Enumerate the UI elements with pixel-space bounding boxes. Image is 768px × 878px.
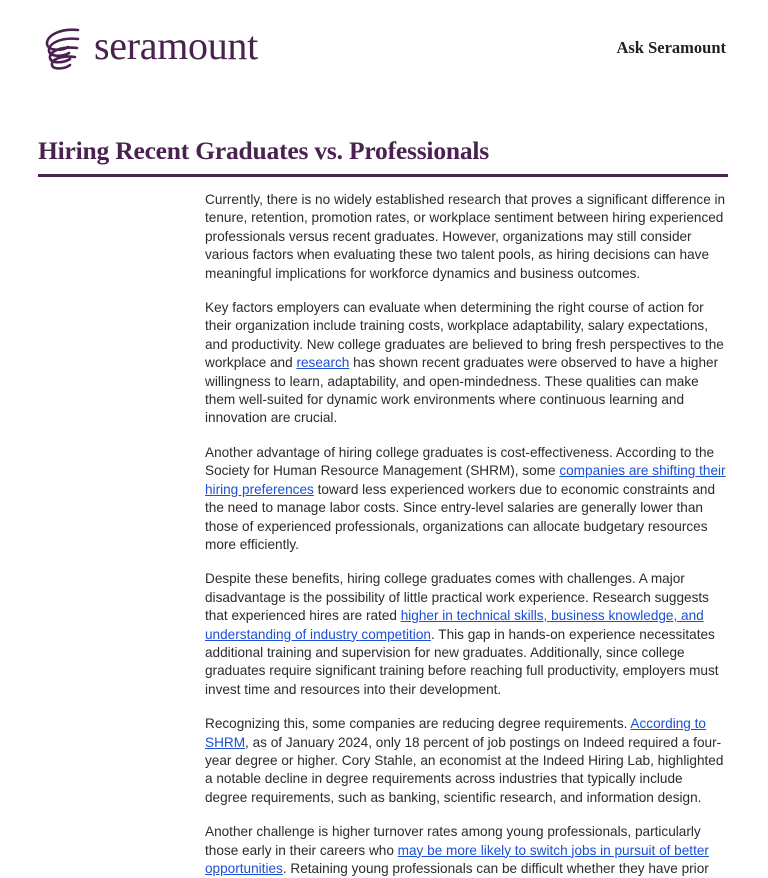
paragraph-text: has shown recent graduates were observed to have a higher willingness to learn, adaptability, and open-mindedness. These qualities can make them well-suited for dynamic work environments where continuous learning and innovation are crucial. (205, 355, 719, 426)
inline-link[interactable]: higher in technical skills, business knowledge, and understanding of industry competition (205, 608, 704, 642)
brand-name: seramount (94, 23, 258, 68)
ask-seramount-link[interactable]: Ask Seramount (616, 38, 726, 57)
body-paragraph (205, 299, 728, 428)
inline-link[interactable]: research (296, 355, 350, 371)
body-paragraph (205, 191, 728, 283)
article-body (205, 191, 728, 878)
paragraph-text: Currently, there is no widely established research that proves a significant difference in tenure, retention, promotion rates, or workplace sentiment between hiring experienced professionals versus recent graduates. However, organizations may still consider various factors when evaluating these two talent pools, as hiring decisions can have meaningful implications for workforce dynamics and business outcomes. (205, 192, 726, 281)
inline-link[interactable]: companies are shifting their hiring preferences (205, 463, 726, 497)
body-paragraph (205, 823, 728, 878)
body-paragraph (205, 444, 728, 554)
paragraph-text: toward less experienced workers due to economic constraints and the need to manage labor costs. Since entry-level salaries are generally lower than those of experienced professionals, organizations can allocate budgetary resources more efficiently. (205, 481, 716, 552)
title-block (38, 136, 728, 177)
site-header (0, 0, 768, 94)
paragraph-text: Recognizing this, some companies are reducing degree requirements. (205, 716, 631, 732)
body-paragraph (205, 715, 728, 807)
paragraph-text: Another challenge is higher turnover rates among young professionals, particularly those early in their careers who (205, 824, 701, 858)
inline-link[interactable]: According to SHRM (205, 716, 706, 750)
paragraph-text: . Retaining young professionals can be difficult whether they have prior (282, 861, 709, 876)
paragraph-text: . This gap in hands-on experience necessitates additional training and supervision for new graduates. Additionally, since college graduates require significant training before reaching full productivity, employers must invest time and resources into their development. (205, 626, 719, 697)
brand-logo[interactable] (38, 22, 258, 74)
seramount-swirl-logo-icon (38, 22, 84, 74)
paragraph-text: Despite these benefits, hiring college graduates comes with challenges. A major disadvantage is the possibility of little practical work experience. Research suggests that experienced hires are rated (205, 571, 709, 624)
paragraph-text: Another advantage of hiring college graduates is cost-effectiveness. According to the Society for Human Resource Management (SHRM), some (205, 444, 715, 479)
paragraph-text: , as of January 2024, only 18 percent of job postings on Indeed required a four-year degree or higher. Cory Stahle, an economist at the Indeed Hiring Lab, highlighted a notable decline in degree requirements across industries that typically include degree requirements, such as banking, scientific research, and information design. (205, 734, 724, 805)
paragraph-text: Key factors employers can evaluate when determining the right course of action for their organization include training costs, workplace adaptability, salary expectations, and productivity. New college graduates are believed to bring fresh perspectives to the workplace and (205, 300, 724, 371)
page-title: Hiring Recent Graduates vs. Professionals (38, 136, 490, 165)
inline-link[interactable]: may be more likely to switch jobs in pursuit of better opportunities (205, 842, 709, 876)
body-paragraph (205, 570, 728, 699)
